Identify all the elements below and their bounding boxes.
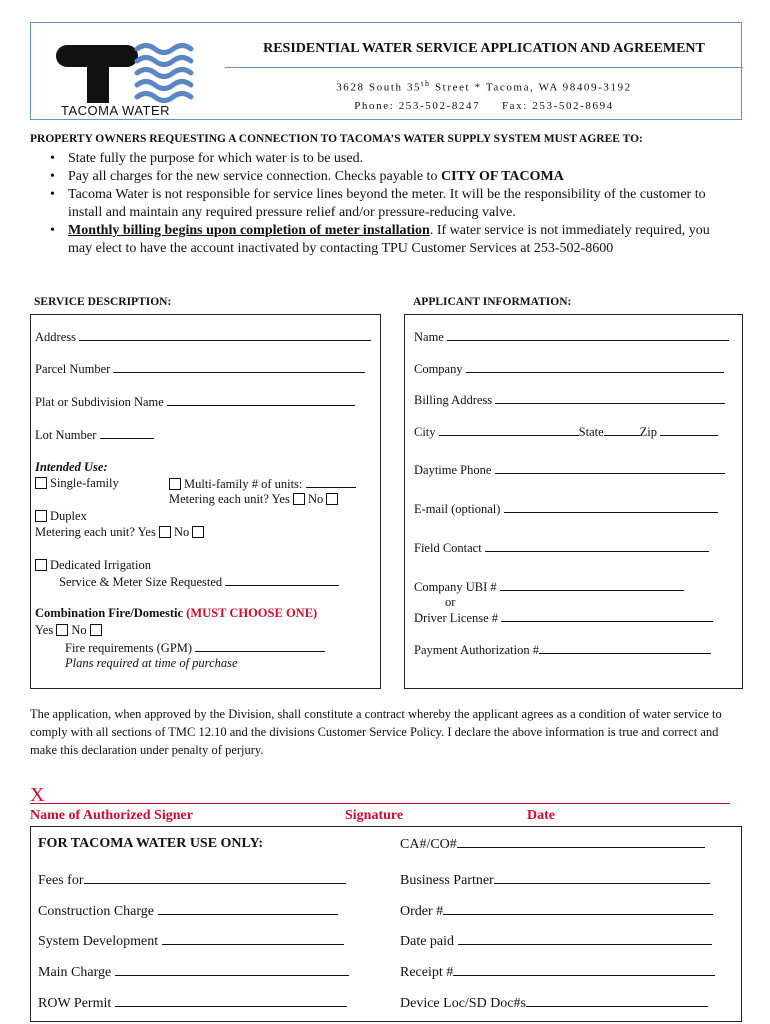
checkbox-icon[interactable] [35,559,47,571]
plans-required-note: Plans required at time of purchase [65,656,238,670]
row-permit-field[interactable]: ROW Permit [38,995,347,1012]
requirements-list [30,150,720,258]
header-divider [225,67,743,68]
combination-fire-domestic-label: Combination Fire/Domestic (MUST CHOOSE ONE) [35,606,318,620]
plat-subdivision-field[interactable]: Plat or Subdivision Name [35,394,355,410]
office-use-box [30,826,742,1022]
business-partner-field[interactable]: Business Partner [400,872,710,889]
daytime-phone-field[interactable]: Daytime Phone [414,462,725,478]
form-header [30,22,742,120]
address-field[interactable]: Address [35,329,371,345]
intended-use-label: Intended Use: [35,460,108,474]
checkbox-icon[interactable] [159,526,171,538]
office-use-heading: FOR TACOMA WATER USE ONLY: [38,836,264,851]
receipt-field[interactable]: Receipt # [400,964,715,981]
name-field[interactable]: Name [414,329,729,345]
ca-co-field[interactable]: CA#/CO# [400,836,705,853]
checkbox-icon[interactable] [90,624,102,636]
intro-heading: PROPERTY OWNERS REQUESTING A CONNECTION TO TACOMA’S WATER SUPPLY SYSTEM MUST AGREE TO: [30,133,643,145]
form-title: RESIDENTIAL WATER SERVICE APPLICATION AND AGREEMENT [263,41,705,56]
multi-family-checkbox[interactable]: Multi-family # of units: [169,476,356,492]
checkbox-icon[interactable] [326,493,338,505]
checkbox-icon[interactable] [192,526,204,538]
office-phone-fax: Phone: 253-502-8247 Fax: 253-502-8694 [354,100,614,112]
service-description-box [30,314,381,689]
main-charge-field[interactable]: Main Charge [38,964,349,981]
checkbox-icon[interactable] [35,510,47,522]
multi-family-metering[interactable]: Metering each unit? Yes No [169,492,341,507]
applicant-info-box [404,314,743,689]
logo-text: TACOMA WATER [61,103,171,118]
authorized-signer-label: Name of Authorized Signer [30,808,193,823]
tacoma-water-logo [39,31,219,119]
combination-yes-no[interactable]: Yes No [35,623,105,638]
dedicated-irrigation-checkbox[interactable]: Dedicated Irrigation [35,558,151,573]
signature-line[interactable] [30,803,730,804]
company-field[interactable]: Company [414,361,724,377]
field-contact-field[interactable]: Field Contact [414,540,709,556]
parcel-number-field[interactable]: Parcel Number [35,361,365,377]
fees-for-field[interactable]: Fees for [38,872,346,889]
order-field[interactable]: Order # [400,903,713,920]
or-label: or [445,595,456,609]
checkbox-icon[interactable] [35,477,47,489]
date-label: Date [527,808,555,823]
requirement-item: • State fully the purpose for which water is to be used. [30,150,720,168]
duplex-metering[interactable]: Metering each unit? Yes No [35,525,207,540]
duplex-checkbox[interactable]: Duplex [35,509,87,524]
requirement-item: • Tacoma Water is not responsible for service lines beyond the meter. It will be the responsibility of the customer to install and maintain any required pressure relief and/or pressure-reducing valve. [30,186,720,222]
checkbox-icon[interactable] [169,478,181,490]
service-meter-size-field[interactable]: Service & Meter Size Requested [59,574,339,590]
service-description-heading: SERVICE DESCRIPTION: [34,296,172,308]
email-field[interactable]: E-mail (optional) [414,501,718,517]
checkbox-icon[interactable] [293,493,305,505]
signature-x-mark: X [30,784,45,806]
single-family-checkbox[interactable]: Single-family [35,476,119,491]
signature-label: Signature [345,808,404,823]
date-paid-field[interactable]: Date paid [400,933,712,950]
lot-number-field[interactable]: Lot Number [35,427,154,443]
checkbox-icon[interactable] [56,624,68,636]
city-state-zip-field[interactable]: City State Zip [414,424,718,440]
company-ubi-field[interactable]: Company UBI # [414,579,684,595]
must-choose-one-note: (MUST CHOOSE ONE) [186,606,318,620]
system-development-field[interactable]: System Development [38,933,344,950]
driver-license-field[interactable]: Driver License # [414,610,713,626]
construction-charge-field[interactable]: Construction Charge [38,903,338,920]
device-loc-field[interactable]: Device Loc/SD Doc#s [400,995,708,1012]
applicant-info-heading: APPLICANT INFORMATION: [413,296,572,308]
payment-authorization-field[interactable]: Payment Authorization # [414,642,711,658]
requirement-item: • Monthly billing begins upon completion of meter installation. If water service is not immediately required, you may elect to have the account inactivated by contacting TPU Customer Services at 253-502-8600 [30,222,720,258]
office-address: 3628 South 35th Street * Tacoma, WA 98409-3192 [336,79,632,94]
fire-requirements-field[interactable]: Fire requirements (GPM) [65,640,325,656]
requirement-item: • Pay all charges for the new service connection. Checks payable to CITY OF TACOMA [30,168,720,186]
agreement-statement: The application, when approved by the Division, shall constitute a contract whereby the applicant agrees as a condition of water service to comply with all sections of TMC 12.10 and the divisions Customer Service Policy. I declare the above information is true and correct and make this declaration under penalty of perjury. [30,707,722,757]
header-info [225,23,743,121]
billing-address-field[interactable]: Billing Address [414,392,725,408]
